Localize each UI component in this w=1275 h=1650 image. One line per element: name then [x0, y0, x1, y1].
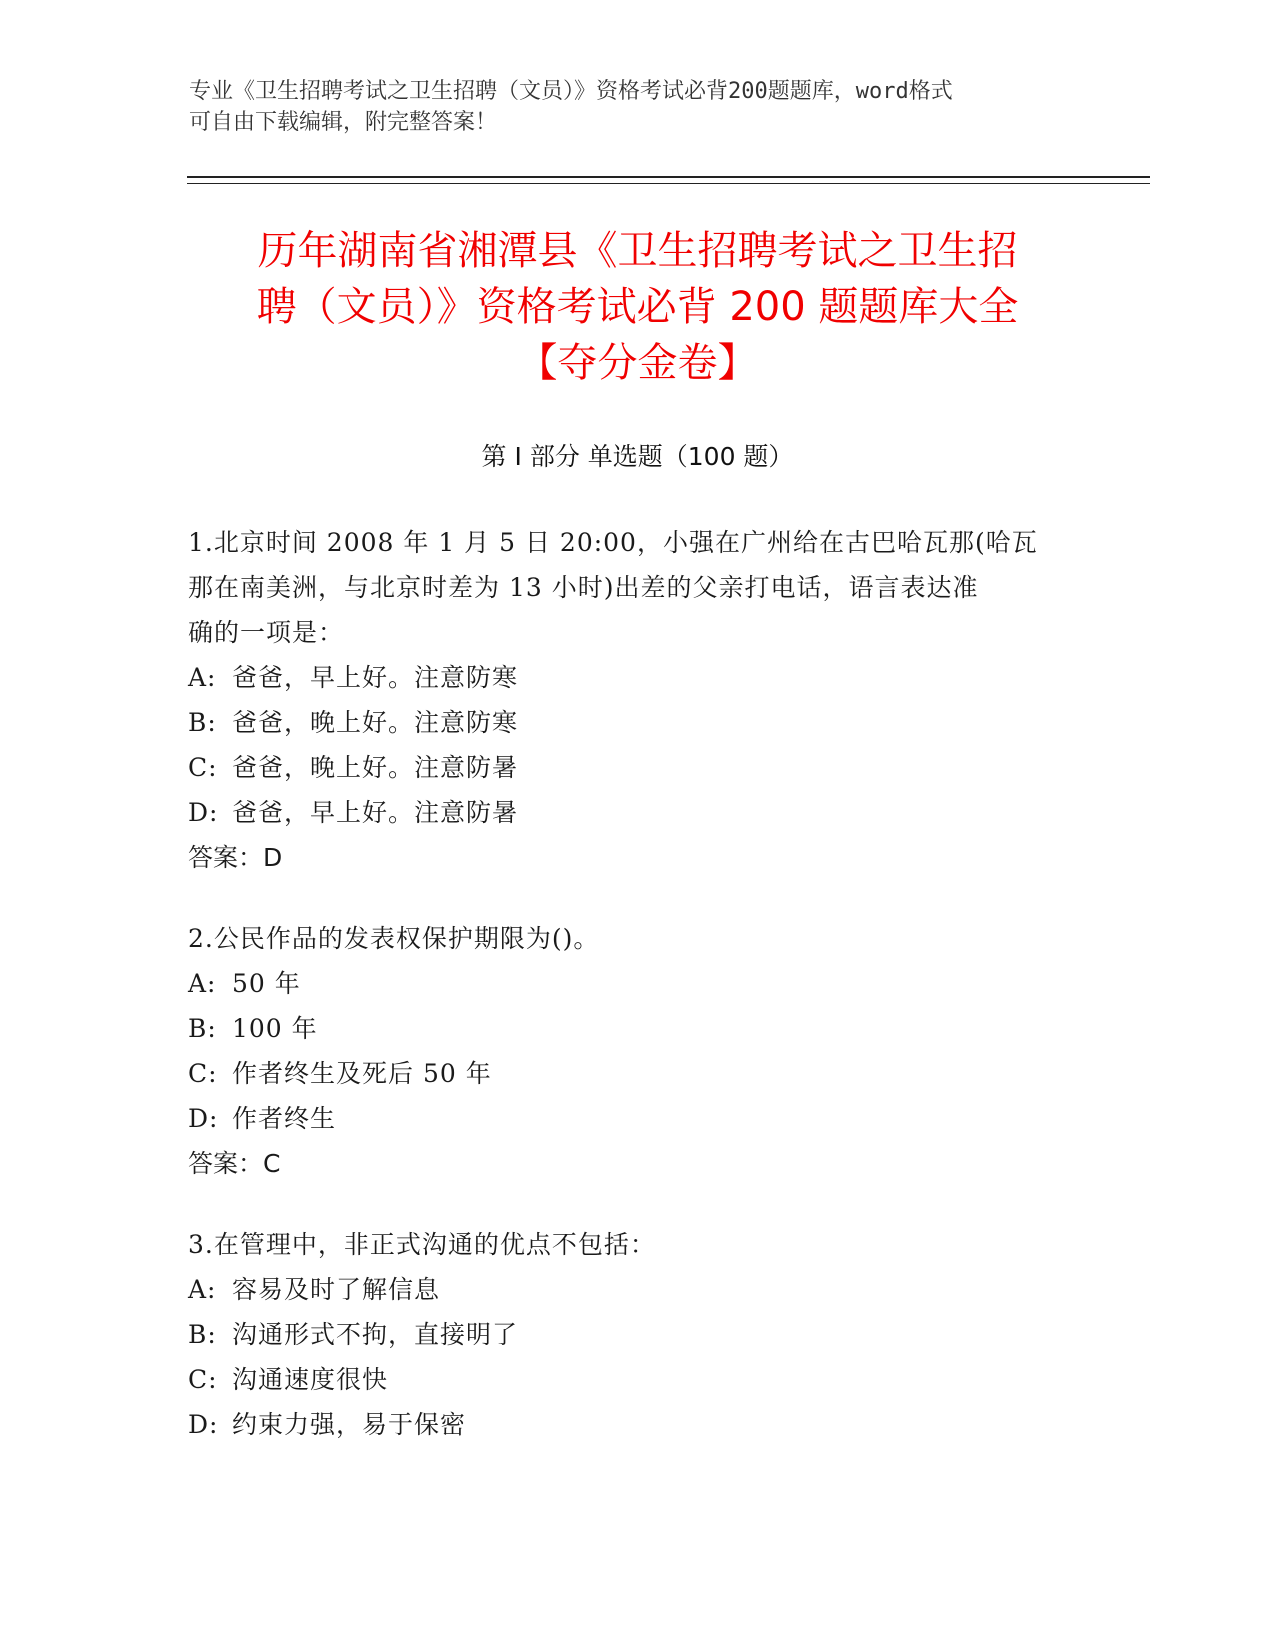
- option-letter: D:: [188, 798, 219, 827]
- option-text: 爸爸，早上好。注意防暑: [232, 798, 519, 827]
- title-line: 历年湖南省湘潭县《卫生招聘考试之卫生招: [257, 228, 1018, 274]
- option-letter: C:: [188, 1059, 218, 1088]
- option-text: 100 年: [232, 1014, 318, 1043]
- option-c: [188, 1051, 1088, 1096]
- header-note-line: 专业《卫生招聘考试之卫生招聘（文员）》资格考试必背200题题库，word格式: [189, 79, 953, 104]
- question-list: [188, 520, 1088, 1483]
- option-d: [188, 1096, 1088, 1141]
- option-letter: D:: [188, 1104, 219, 1133]
- option-letter: B:: [188, 1014, 217, 1043]
- header-divider-thin: [187, 183, 1150, 184]
- option-b: [188, 1312, 1088, 1357]
- question-stem-line: 那在南美洲，与北京时差为 13 小时)出差的父亲打电话，语言表达准: [188, 573, 979, 602]
- answer-line: 答案：D: [188, 843, 283, 872]
- option-text: 沟通速度很快: [232, 1365, 389, 1394]
- option-text: 爸爸，晚上好。注意防寒: [232, 708, 519, 737]
- title-line: 聘（文员）》资格考试必背 200 题题库大全: [256, 284, 1019, 330]
- question-stem-line: 确的一项是：: [188, 618, 345, 647]
- header-divider: [187, 176, 1150, 178]
- option-letter: C:: [188, 1365, 218, 1394]
- question-1: [188, 520, 1088, 880]
- option-letter: C:: [188, 753, 218, 782]
- question-stem-line: 1.北京时间 2008 年 1 月 5 日 20:00，小强在广州给在古巴哈瓦那(哈瓦: [188, 528, 1038, 557]
- option-text: 沟通形式不拘，直接明了: [232, 1320, 519, 1349]
- option-d: [188, 790, 1088, 835]
- header-note: [189, 76, 1069, 138]
- option-text: 约束力强，易于保密: [232, 1410, 467, 1439]
- option-text: 爸爸，早上好。注意防寒: [232, 663, 519, 692]
- option-text: 容易及时了解信息: [232, 1275, 441, 1304]
- option-letter: A:: [188, 663, 217, 692]
- question-2: [188, 916, 1088, 1186]
- header-note-line: 可自由下载编辑，附完整答案！: [189, 110, 498, 135]
- option-b: [188, 1006, 1088, 1051]
- option-c: [188, 745, 1088, 790]
- question-stem-line: 2.公民作品的发表权保护期限为()。: [188, 924, 600, 953]
- option-letter: B:: [188, 1320, 217, 1349]
- option-text: 作者终生及死后 50 年: [232, 1059, 492, 1088]
- question-3: [188, 1222, 1088, 1447]
- document-title: [160, 223, 1115, 391]
- option-a: [188, 1267, 1088, 1312]
- option-b: [188, 700, 1088, 745]
- option-a: [188, 655, 1088, 700]
- option-c: [188, 1357, 1088, 1402]
- title-line: 【夺分金卷】: [517, 340, 758, 386]
- section-title: 第 I 部分 单选题（100 题）: [481, 442, 794, 471]
- option-d: [188, 1402, 1088, 1447]
- option-a: [188, 961, 1088, 1006]
- option-letter: A:: [188, 1275, 217, 1304]
- option-text: 爸爸，晚上好。注意防暑: [232, 753, 519, 782]
- option-letter: A:: [188, 969, 217, 998]
- option-letter: D:: [188, 1410, 219, 1439]
- option-text: 50 年: [232, 969, 301, 998]
- option-text: 作者终生: [232, 1104, 337, 1133]
- question-stem-line: 3.在管理中，非正式沟通的优点不包括：: [188, 1230, 656, 1259]
- answer-line: 答案：C: [188, 1149, 281, 1178]
- option-letter: B:: [188, 708, 217, 737]
